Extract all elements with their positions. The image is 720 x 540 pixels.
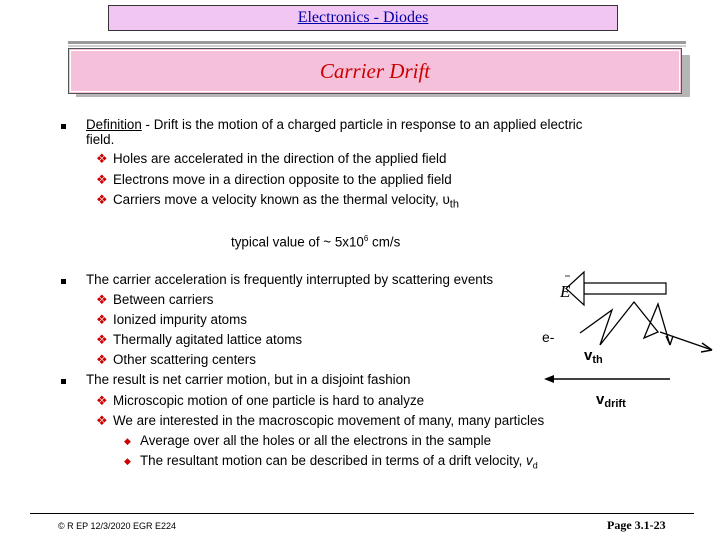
scatter-path-arrowhead <box>666 336 673 345</box>
drift-arrowhead <box>544 375 554 383</box>
typical-value-suffix: cm/s <box>368 234 401 250</box>
sub-bullet-dot: ◆ <box>124 456 131 466</box>
diamond-bullet: ❖ <box>96 292 108 307</box>
scatter-item: Other scattering centers <box>113 352 256 367</box>
drift-diagram <box>540 266 720 416</box>
course-header <box>108 5 618 31</box>
page-number: Page 3.1-23 <box>607 518 666 532</box>
diamond-bullet: ❖ <box>96 151 108 166</box>
diamond-bullet: ❖ <box>96 352 108 367</box>
scatter-path <box>580 302 670 345</box>
result-item: We are interested in the macroscopic movement of many, many particles <box>113 413 545 428</box>
scatter-item: Thermally agitated lattice atoms <box>113 332 303 347</box>
definition-line <box>86 117 582 133</box>
scatter-item: Ionized impurity atoms <box>113 312 247 327</box>
drift-velocity-symbol: v <box>526 453 533 468</box>
header-rule-light <box>68 45 686 47</box>
bullet-square <box>61 279 66 284</box>
scatter-item: Between carriers <box>113 292 214 307</box>
diamond-bullet: ❖ <box>96 312 108 327</box>
bullet-thermal-velocity <box>113 192 459 213</box>
bullet-holes: Holes are accelerated in the direction of the applied field <box>113 151 447 166</box>
bullet-electrons: Electrons move in a direction opposite to the applied field <box>113 172 452 187</box>
diamond-bullet: ❖ <box>96 393 108 408</box>
drift-velocity-text: The resultant motion can be described in terms of a drift velocity, <box>140 453 527 468</box>
diamond-bullet: ❖ <box>96 332 108 347</box>
definition-term: Definition <box>86 117 142 132</box>
bullet-square <box>61 379 66 384</box>
electron-label: e- <box>542 329 555 345</box>
diamond-bullet: ❖ <box>96 172 108 187</box>
diamond-bullet: ❖ <box>96 192 108 207</box>
thermal-velocity-text: Carriers move a velocity known as the thermal velocity, <box>113 192 443 207</box>
title-inner-border <box>70 50 680 92</box>
definition-continuation: field. <box>86 132 115 147</box>
sub-bullet-dot: ◆ <box>124 436 131 446</box>
thermal-velocity-symbol: υ <box>442 192 450 207</box>
header-rule <box>68 41 686 44</box>
sub-item-drift <box>140 453 538 474</box>
field-arrow-shaft <box>584 283 666 294</box>
drift-velocity-subscript: d <box>532 460 538 471</box>
typical-value-exponent: 6 <box>363 234 369 243</box>
result-item: Microscopic motion of one particle is hard to analyze <box>113 393 425 408</box>
thermal-velocity-label: $v_{th}$ <box>584 347 603 366</box>
typical-value-prefix: typical value of ~ 5x10 <box>231 234 364 250</box>
typical-value <box>231 231 400 250</box>
result-lead: The result is net carrier motion, but in a disjoint fashion <box>86 372 411 387</box>
thermal-velocity-subscript: th <box>449 198 459 211</box>
field-symbol: E <box>560 282 571 301</box>
footer-rule <box>30 513 694 514</box>
sub-item: Average over all the holes or all the electrons in the sample <box>140 433 492 448</box>
scattering-lead: The carrier acceleration is frequently interrupted by scattering events <box>86 272 494 287</box>
course-title: Electronics - Diodes <box>297 9 429 26</box>
bullet-square <box>61 124 66 129</box>
footer-copyright: © R EP 12/3/2020 EGR E224 <box>58 521 177 531</box>
drift-velocity-label: $v_{drift}$ <box>596 391 626 410</box>
diamond-bullet: ❖ <box>96 413 108 428</box>
definition-text: - Drift is the motion of a charged particle in response to an applied electric <box>141 117 583 132</box>
slide-title: Carrier Drift <box>68 48 682 94</box>
